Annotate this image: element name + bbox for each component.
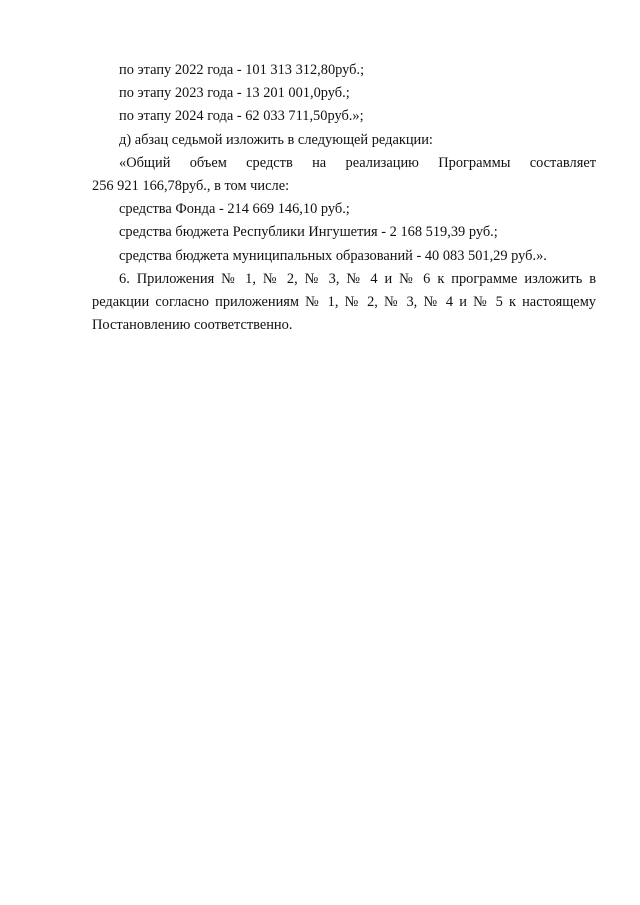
stage-2022-line: по этапу 2022 года - 101 313 312,80руб.; <box>119 62 365 78</box>
stage-2024-line: по этапу 2024 года - 62 033 711,50руб.»; <box>119 108 364 125</box>
municipal-budget-line: средства бюджета муниципальных образований - 40 083 501,29 руб.». <box>119 247 547 264</box>
fund-line: средства Фонда - 214 669 146,10 руб.; <box>119 201 350 218</box>
document-body <box>92 59 596 337</box>
appendices-line-2: редакции согласно приложениям № 1, № 2, № 3, № 4 и № 5 к настоящему <box>92 294 596 311</box>
appendices-line-1: 6. Приложения № 1, № 2, № 3, № 4 и № 6 к программе изложить в <box>119 270 596 287</box>
total-volume-line: «Общий объем средств на реализацию Программы составляет <box>119 154 596 171</box>
appendices-line-3: Постановлению соответственно. <box>92 317 293 334</box>
total-amount-line: 256 921 166,78руб., в том числе: <box>92 178 290 195</box>
stage-2023-line: по этапу 2023 года - 13 201 001,0руб.; <box>119 85 350 102</box>
paragraph-d-line: д) абзац седьмой изложить в следующей редакции: <box>119 131 433 148</box>
republic-budget-line: средства бюджета Республики Ингушетия - 2 168 519,39 руб.; <box>119 224 498 241</box>
